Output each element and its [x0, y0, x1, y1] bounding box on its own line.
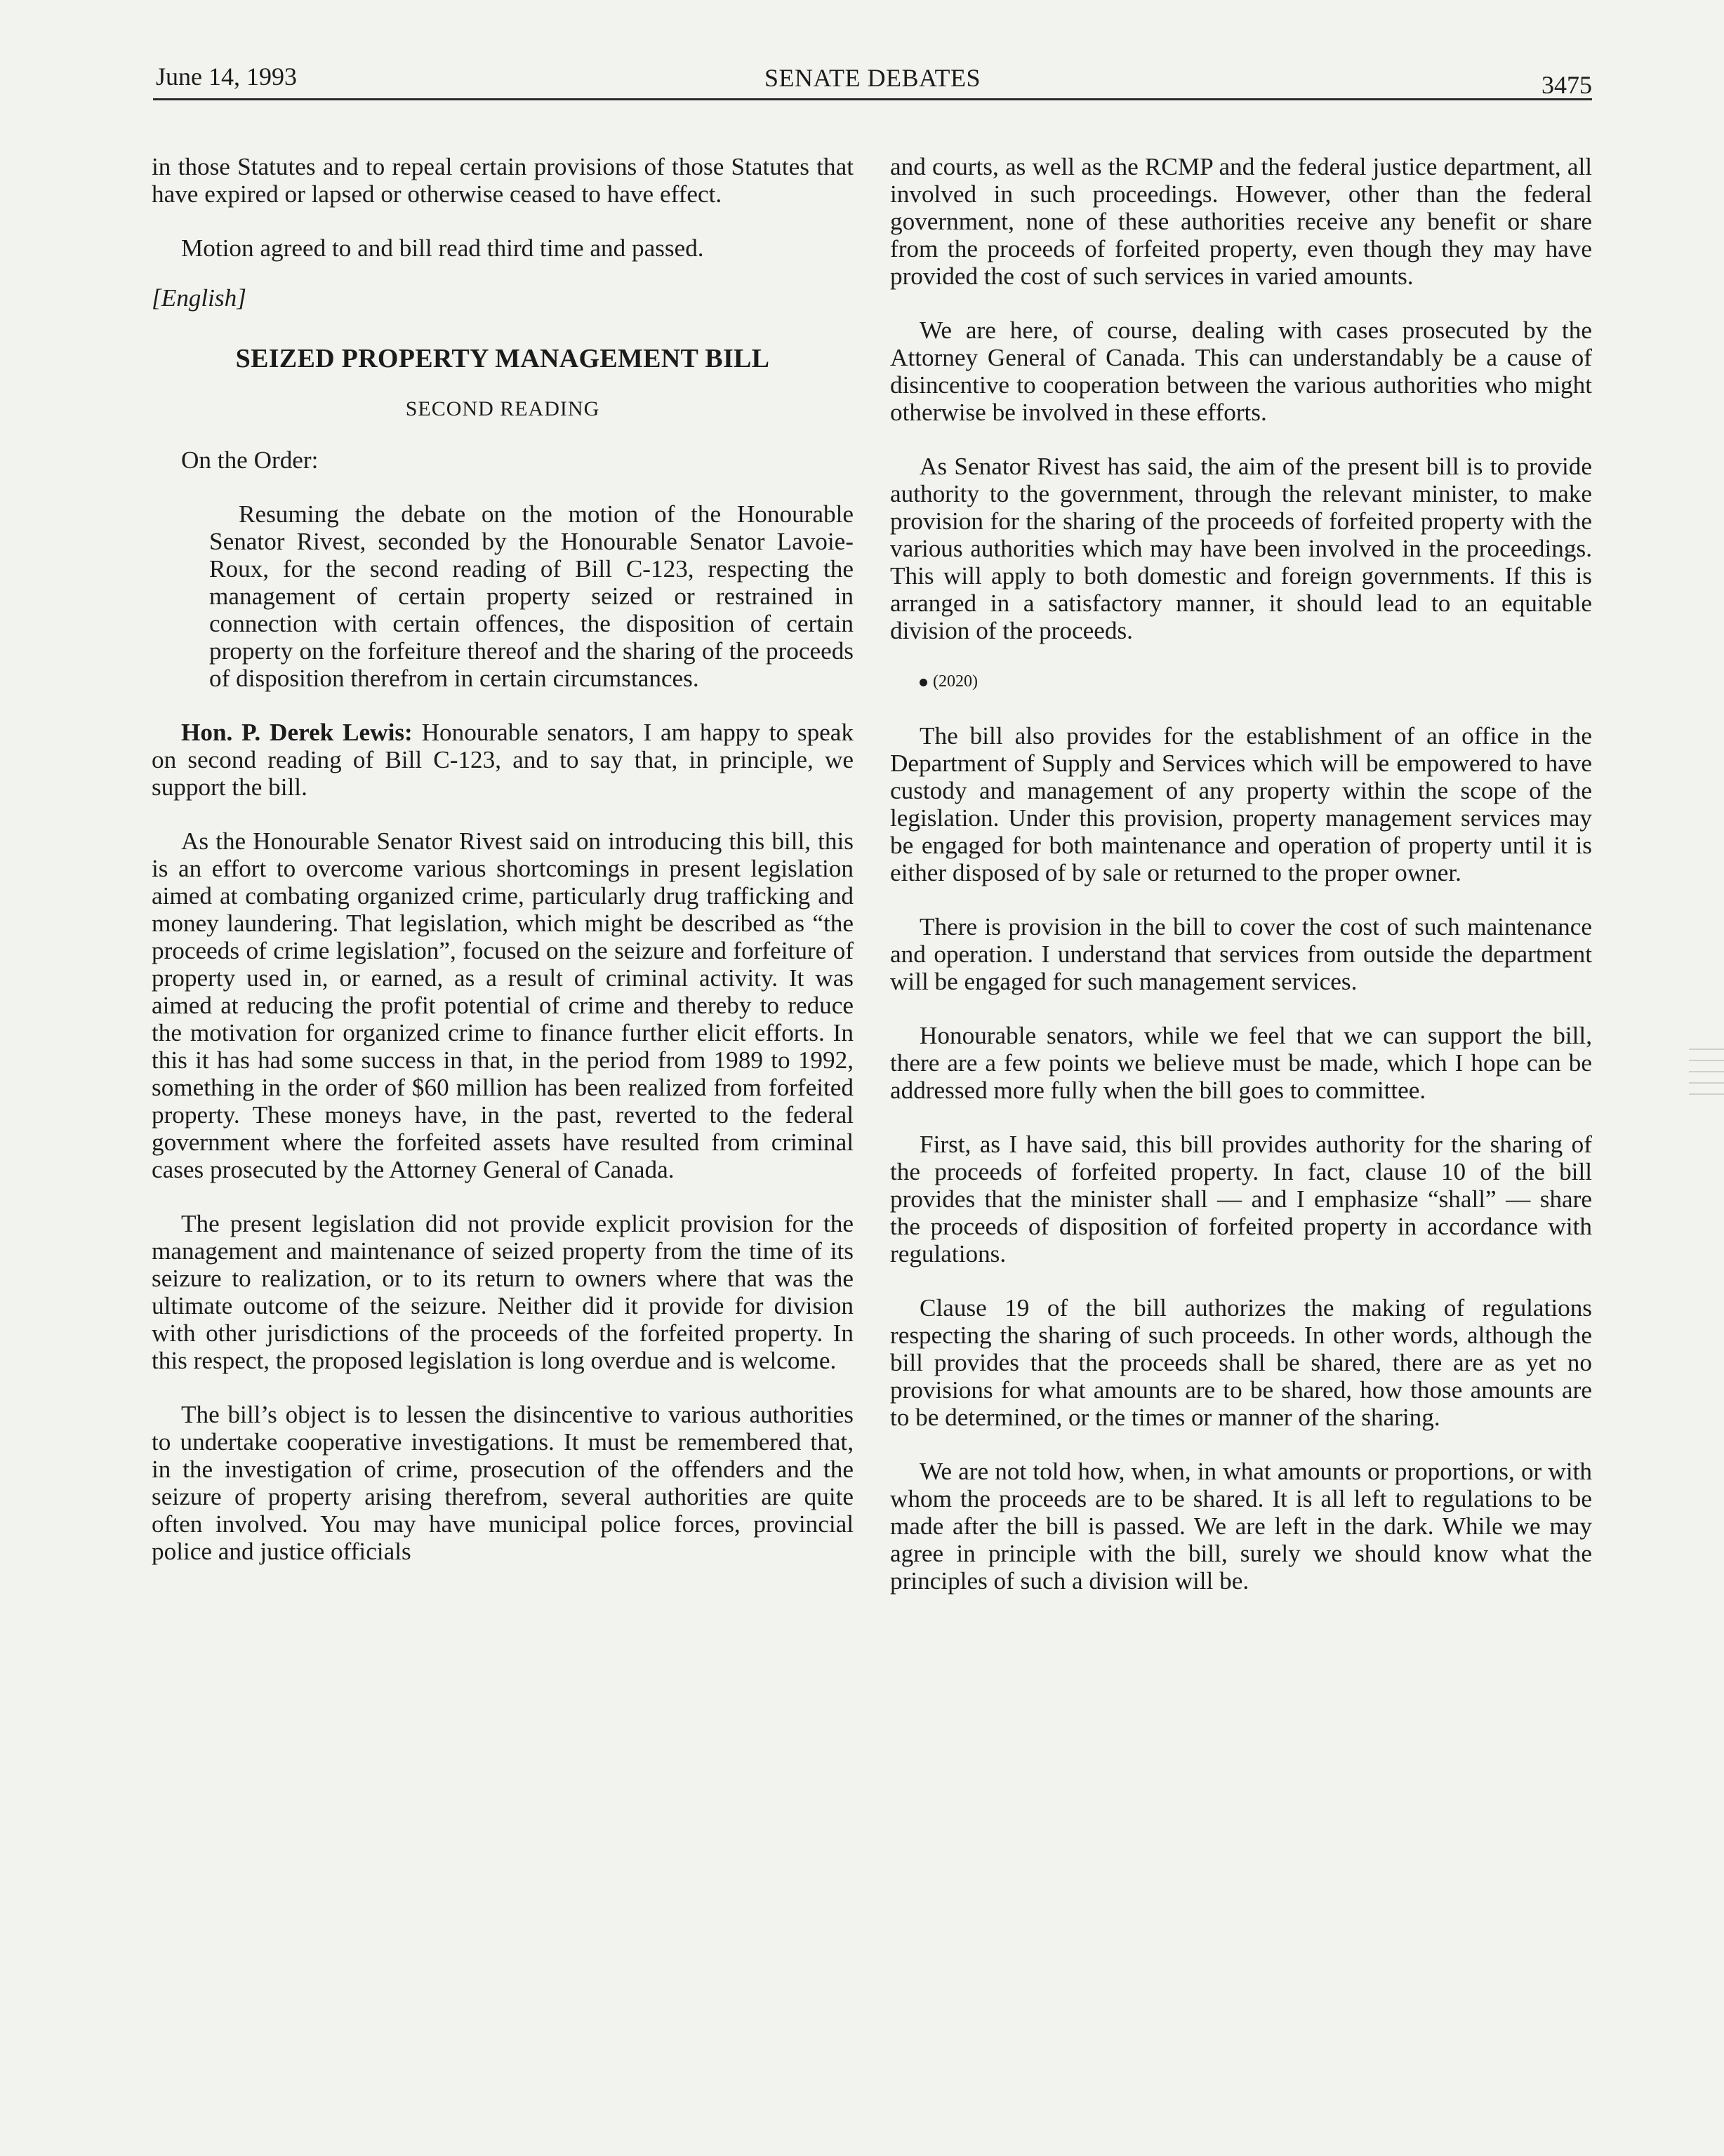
paragraph: Clause 19 of the bill authorizes the making of regulations respecting the sharing of such proceeds. In other words, although the bill provides that the proceeds shall be shared, there are as yet no provisions for what amounts are to be shared, how those amounts are to be determined, or the times or manner of the sharing.	[890, 1294, 1592, 1431]
paragraph: The bill also provides for the establishment of an office in the Department of Supply and Services which will be empowered to have custody and management of any property within the scope of the legislation. Under this provision, property management services may be engaged for both maintenance and operation of property until it is either disposed of by sale or returned to the proper owner.	[890, 722, 1592, 886]
paragraph: We are not told how, when, in what amounts or proportions, or with whom the proceeds are to be shared. It is all left to regulations to be made after the bill is passed. We are left in the dark. While we may agree in principle with the bill, surely we should know what the principles of such a division will be.	[890, 1458, 1592, 1595]
section-heading: SEIZED PROPERTY MANAGEMENT BILL	[235, 344, 770, 373]
section-subheading: SECOND READING	[405, 397, 600, 420]
speaker-name: Hon. P. Derek Lewis:	[181, 719, 413, 746]
scan-edge-marks	[1682, 1039, 1724, 1179]
paragraph: First, as I have said, this bill provides authority for the sharing of the proceeds of forfeited property. In fact, clause 10 of the bill provides that the minister shall — and I emphasize “shall” — share the proceeds of disposition of forfeited property in accordance with regulations.	[890, 1131, 1592, 1267]
left-column	[152, 153, 854, 1592]
bullet-icon	[920, 679, 927, 686]
paragraph: Honourable senators, while we feel that we can support the bill, there are a few points we believe must be made, which I hope can be addressed more fully when the bill goes to committee.	[890, 1022, 1592, 1104]
paragraph: As the Honourable Senator Rivest said on introducing this bill, this is an effort to overcome various shortcomings in present legislation aimed at combating organized crime, particularly drug trafficking and money laundering. That legislation, which might be described as “the proceeds of crime legislation”, focused on the seizure and forfeiture of property used in, or earned, as a result of criminal activity. It was aimed at reducing the profit potential of crime and thereby to reduce the motivation for organized crime to finance further elicit efforts. In this it has had some success in that, in the period from 1989 to 1992, something in the order of $60 million has been realized from forfeited property. These moneys have, in the past, reverted to the federal government where the forfeited assets have resulted from criminal cases prosecuted by the Attorney General of Canada.	[152, 827, 854, 1183]
paragraph: We are here, of course, dealing with cases prosecuted by the Attorney General of Canada. This can understandably be a cause of disincentive to cooperation between the various authorities who might otherwise be involved in these efforts.	[890, 317, 1592, 426]
header-title: SENATE DEBATES	[764, 64, 981, 92]
motion-text: Resuming the debate on the motion of the Honourable Senator Rivest, seconded by the Honourable Senator Lavoie-Roux, for the second reading of Bill C-123, respecting the management of certain property seized or restrained in connection with certain offences, the disposition of certain property on the forfeiture thereof and the sharing of the proceeds of disposition therefrom in certain circumstances.	[209, 500, 854, 692]
paragraph: and courts, as well as the RCMP and the federal justice department, all involved in such proceedings. However, other than the federal government, none of these authorities receive any benefit or share from the proceeds of forfeited property, even though they may have provided the cost of such services in varied amounts.	[890, 153, 1592, 290]
scan-mark	[1689, 1082, 1724, 1084]
time-marker	[920, 668, 1592, 696]
paragraph: There is provision in the bill to cover the cost of such maintenance and operation. I understand that services from outside the department will be engaged for such management services.	[890, 913, 1592, 995]
scan-mark	[1689, 1049, 1724, 1050]
paragraph: The bill’s object is to lessen the disincentive to various authorities to undertake cooperative investigations. It must be remembered that, in the investigation of crime, prosecution of the offenders and the seizure of property arising therefrom, several authorities are quite often involved. You may have municipal police forces, provincial police and justice officials	[152, 1401, 854, 1565]
scan-mark	[1689, 1093, 1724, 1095]
scan-mark	[1689, 1060, 1724, 1061]
page-header	[153, 59, 1592, 100]
time-marker-text: (2020)	[933, 672, 978, 691]
order-label: On the Order:	[181, 446, 319, 474]
paragraph: As Senator Rivest has said, the aim of the present bill is to provide authority to the government, through the relevant minister, to make provision for the sharing of the proceeds of forfeited property with the various authorities which may have been involved in the proceedings. This will apply to both domestic and foreign governments. If this is arranged in a satisfactory manner, it should lead to an equitable division of the proceeds.	[890, 453, 1592, 644]
speech-text: Honourable senators, I am happy to speak on second reading of Bill C-123, and to say that, in principle, we support the bill.	[152, 719, 854, 801]
page-number: 3475	[1541, 71, 1592, 99]
language-tag: [English]	[152, 284, 246, 312]
paragraph: The present legislation did not provide explicit provision for the management and maintenance of seized property from the time of its seizure to realization, or to its return to owners where that was the ultimate outcome of the seizure. Neither did it provide for division with other jurisdictions of the proceeds of the forfeited property. In this respect, the proposed legislation is long overdue and is welcome.	[152, 1210, 854, 1374]
speech-opening	[152, 719, 854, 801]
header-date: June 14, 1993	[156, 62, 297, 91]
scan-mark	[1689, 1071, 1724, 1072]
right-column	[890, 153, 1592, 1621]
paragraph: Motion agreed to and bill read third time and passed.	[181, 234, 704, 262]
paragraph: in those Statutes and to repeal certain provisions of those Statutes that have expired or lapsed or otherwise ceased to have effect.	[152, 153, 854, 208]
